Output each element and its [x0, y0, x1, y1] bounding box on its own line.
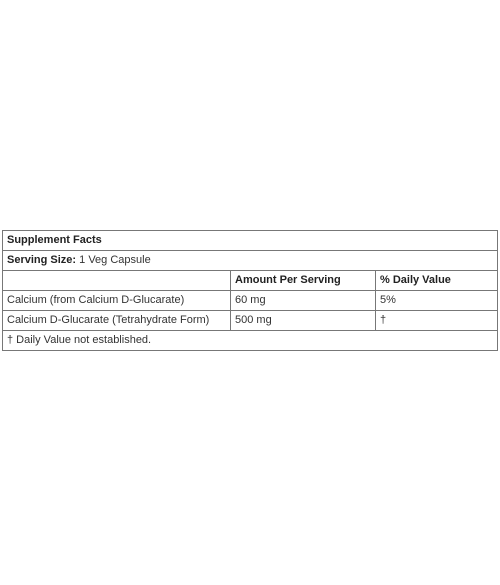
ingredient-amount: 60 mg: [231, 291, 376, 311]
header-daily-value: % Daily Value: [376, 271, 498, 291]
header-row: [3, 271, 498, 291]
ingredient-daily-value: 5%: [376, 291, 498, 311]
table-row: [3, 291, 498, 311]
serving-size-label: Serving Size:: [7, 254, 77, 266]
title-row: [3, 231, 498, 251]
header-blank-cell: [3, 271, 231, 291]
ingredient-name: Calcium D-Glucarate (Tetrahydrate Form): [3, 311, 231, 331]
table-row: [3, 311, 498, 331]
footnote-text: † Daily Value not established.: [3, 331, 498, 351]
serving-size-row: [3, 251, 498, 271]
serving-size-value: 1 Veg Capsule: [79, 254, 151, 266]
header-amount-per-serving: Amount Per Serving: [231, 271, 376, 291]
supplement-facts-title: Supplement Facts: [3, 231, 498, 251]
ingredient-daily-value: †: [376, 311, 498, 331]
ingredient-name: Calcium (from Calcium D-Glucarate): [3, 291, 231, 311]
serving-size-cell: [3, 251, 498, 271]
footnote-row: [3, 331, 498, 351]
ingredient-amount: 500 mg: [231, 311, 376, 331]
supplement-facts-table: [2, 230, 498, 351]
